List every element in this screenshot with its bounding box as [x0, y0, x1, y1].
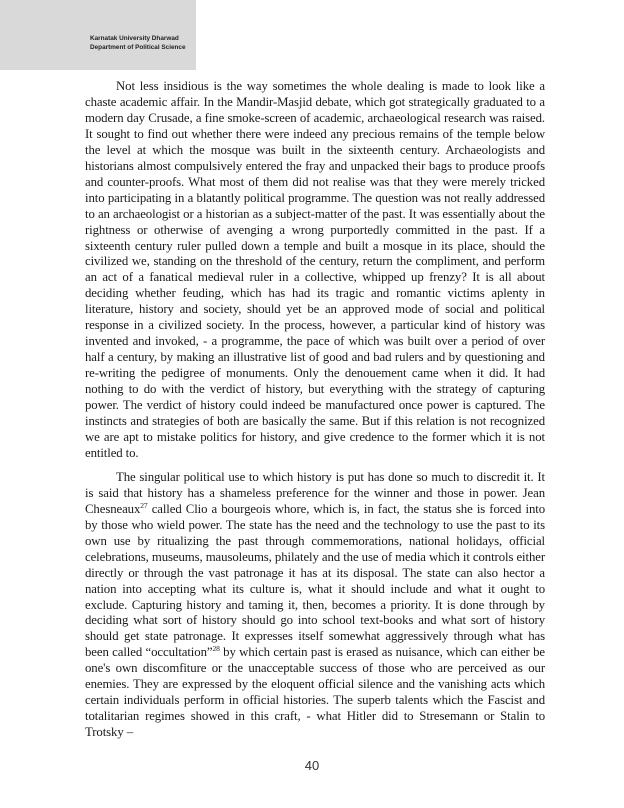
paragraph-2-part-2: called Clio a bourgeois whore, which is, in fact, the status she is forced into by those who wield power. The state has the need and the technology to use the past to its own use by ritualizing the past through commemorations, national holidays, official celebrations, museums, mausoleums, philately and the use of media which it controls either directly or through the vast patronage it has at its disposal. The state can also hector a nation into accepting what its culture is, what it should include and what it ought to exclude. Capturing history and taming it, then, becomes a priority. It is done through by deciding what sort of history should go into school text-books and what sort of history should get state patronage. It expresses itself somewhat aggressively through what has been called “occultation”: [85, 501, 545, 660]
footnote-ref-27: 27: [140, 500, 148, 510]
header-department: Department of Political Science: [90, 44, 186, 51]
body-text: [85, 79, 545, 749]
paragraph-2-part-1: The singular political use to which history is put has done so much to discredit it. It is said that history has a shameless preference for the winner and those in power. Jean Chesneaux: [85, 469, 545, 516]
header-block: [0, 0, 196, 70]
paragraph-2-part-3: by which certain past is erased as nuisance, which can either be one's own discomfiture or the unacceptable success of those who are perceived as our enemies. They are expressed by the eloquent official silence and the vanishing acts which certain individuals perform in official histories. The superb talents which the Fascist and totalitarian regimes showed in this craft, - what Hitler did to Stresemann or Stalin to Trotsky –: [85, 645, 545, 740]
running-header: [90, 34, 186, 52]
paragraph-2: [85, 470, 545, 741]
paragraph-1: Not less insidious is the way sometimes the whole dealing is made to look like a chaste academic affair. In the Mandir-Masjid debate, which got strategically graduated to a modern day Crusade, a fine smoke-screen of academic, archaeological research was raised. It sought to find out whether there were indeed any precious remains of the temple below the level at which the mosque was built in the sixteenth century. Archaeologists and historians almost compulsively entered the fray and unpacked their bags to produce proofs and counter-proofs. What most of them did not realise was that they were merely tricked into participating in a blatantly political programme. The question was not really addressed to an archaeologist or a historian as a subject-matter of the past. It was essentially about the rightness or otherwise of avenging a wrong purportedly committed in the past. If a sixteenth century ruler pulled down a temple and built a mosque in its place, should the civilized we, standing on the threshold of the century, return the compliment, and perform an act of a fanatical medieval ruler in a collective, whipped up frenzy? It is all about deciding whether feuding, which has had its tragic and romantic victims aplenty in literature, history and society, should yet be an approved mode of social and political response in a civilized society. In the process, however, a particular kind of history was invented and invoked, - a programme, the pace of which was built over a period of over half a century, by making an illustrative list of good and bad rulers and by questioning and re-writing the pedigree of monuments. Only the denouement came when it did. It had nothing to do with the verdict of history, but everything with the strategy of capturing power. The verdict of history could indeed be manufactured once power is captured. The instincts and strategies of both are basically the same. But if this relation is not recognized we are apt to mistake politics for history, and give credence to the former which it is not entitled to.: [85, 79, 545, 460]
header-university: Karnatak University Dharwad: [90, 35, 179, 42]
footnote-ref-28: 28: [212, 644, 220, 654]
page-number: 40: [304, 758, 320, 773]
